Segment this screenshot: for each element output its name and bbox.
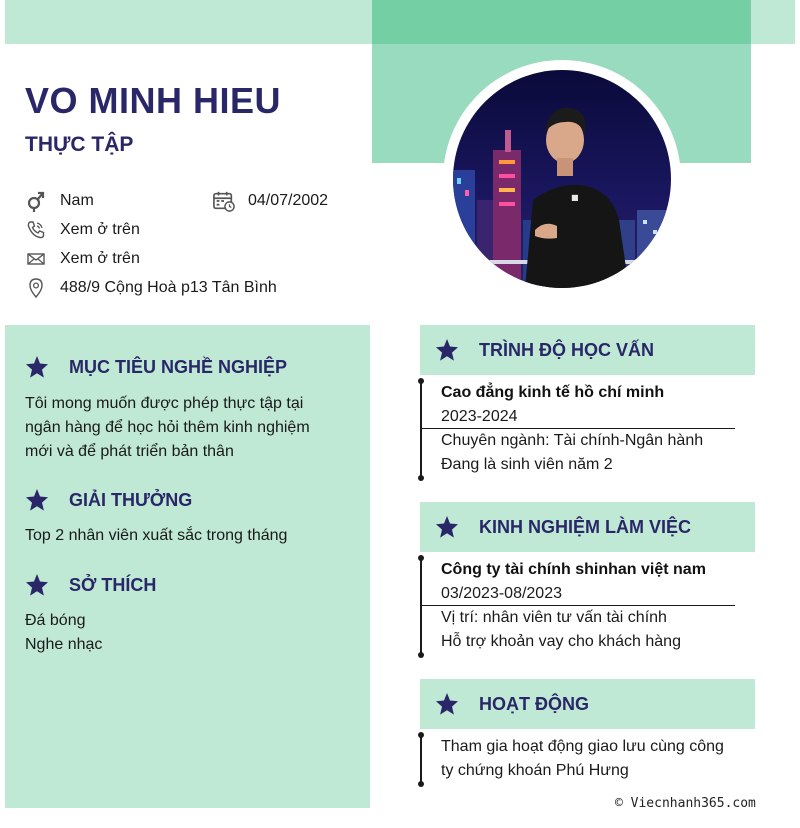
star-icon: [25, 488, 49, 512]
hobby-item: Nghe nhạc: [25, 636, 103, 653]
email-value: Xem ở trên: [60, 250, 140, 267]
star-icon: [435, 338, 459, 362]
experience-heading: KINH NGHIỆM LÀM VIỆC: [479, 516, 692, 537]
phone-icon: [25, 219, 47, 241]
timeline-line: [420, 558, 422, 655]
avatar: [453, 70, 671, 288]
info-phone: [25, 219, 140, 241]
candidate-role: THỰC TẬP: [25, 133, 134, 156]
section-activities-header: [420, 679, 755, 729]
timeline-dot: [418, 555, 424, 561]
timeline-dot: [418, 652, 424, 658]
education-period: 2023-2024: [441, 408, 518, 425]
activities-line: Tham gia hoạt động giao lưu cùng công: [441, 738, 724, 755]
gender-value: Nam: [60, 192, 94, 209]
gender-icon: [25, 190, 47, 212]
activities-line: ty chứng khoán Phú Hưng: [441, 762, 629, 779]
avatar-photo: [453, 70, 671, 288]
education-line: Chuyên ngành: Tài chính-Ngân hành: [441, 432, 704, 449]
section-objective-title: [25, 355, 287, 379]
section-experience-header: [420, 502, 755, 552]
education-heading: TRÌNH ĐỘ HỌC VẤN: [479, 339, 654, 360]
location-pin-icon: [25, 277, 47, 299]
experience-line: Hỗ trợ khoản vay cho khách hàng: [441, 633, 681, 650]
education-line: Đang là sinh viên năm 2: [441, 456, 613, 473]
star-icon: [25, 355, 49, 379]
star-icon: [435, 692, 459, 716]
timeline-dot: [418, 475, 424, 481]
activities-heading: HOẠT ĐỘNG: [479, 693, 589, 714]
calendar-icon: [213, 190, 235, 212]
hobbies-text: [25, 609, 355, 657]
info-gender: [25, 190, 94, 212]
candidate-name: VO MINH HIEU: [25, 80, 282, 121]
education-school: Cao đẳng kinh tế hồ chí minh: [441, 384, 665, 401]
info-dob: [213, 190, 328, 212]
awards-text: [25, 524, 355, 548]
timeline-dot: [418, 732, 424, 738]
experience-period: 03/2023-08/2023: [441, 585, 562, 602]
education-details: [441, 429, 756, 477]
mail-icon: [25, 248, 47, 270]
experience-company: Công ty tài chính shinhan việt nam: [441, 561, 706, 578]
experience-details: [441, 606, 756, 654]
info-address: [25, 277, 277, 299]
section-education-header: [420, 325, 755, 375]
activities-details: [441, 735, 756, 783]
section-awards-title: [25, 488, 192, 512]
footer-credit: © Viecnhanh365.com: [615, 796, 756, 811]
address-value: 488/9 Cộng Hoà p13 Tân Bình: [60, 279, 277, 296]
objective-heading: MỤC TIÊU NGHỀ NGHIỆP: [69, 356, 288, 377]
star-icon: [435, 515, 459, 539]
hobbies-heading: SỞ THÍCH: [69, 574, 157, 595]
dob-value: 04/07/2002: [248, 192, 329, 209]
section-hobbies-title: [25, 573, 156, 597]
timeline-line: [420, 381, 422, 478]
hobby-item: Đá bóng: [25, 612, 86, 629]
objective-line: Tôi mong muốn được phép thực tập tại: [25, 395, 304, 412]
photo-backdrop-top: [372, 0, 751, 44]
timeline-dot: [418, 378, 424, 384]
awards-heading: GIẢI THƯỞNG: [69, 489, 193, 510]
objective-line: mới và để phát triển bản thân: [25, 443, 234, 460]
experience-line: Vị trí: nhân viên tư vấn tài chính: [441, 609, 667, 626]
objective-line: ngân hàng để học hỏi thêm kinh nghiệm: [25, 419, 310, 436]
timeline-line: [420, 735, 422, 784]
objective-text: [25, 392, 355, 464]
awards-line: Top 2 nhân viên xuất sắc trong tháng: [25, 527, 288, 544]
phone-value: Xem ở trên: [60, 221, 140, 238]
star-icon: [25, 573, 49, 597]
svg-text:■: ■: [571, 193, 579, 202]
timeline-dot: [418, 781, 424, 787]
info-email: [25, 248, 140, 270]
